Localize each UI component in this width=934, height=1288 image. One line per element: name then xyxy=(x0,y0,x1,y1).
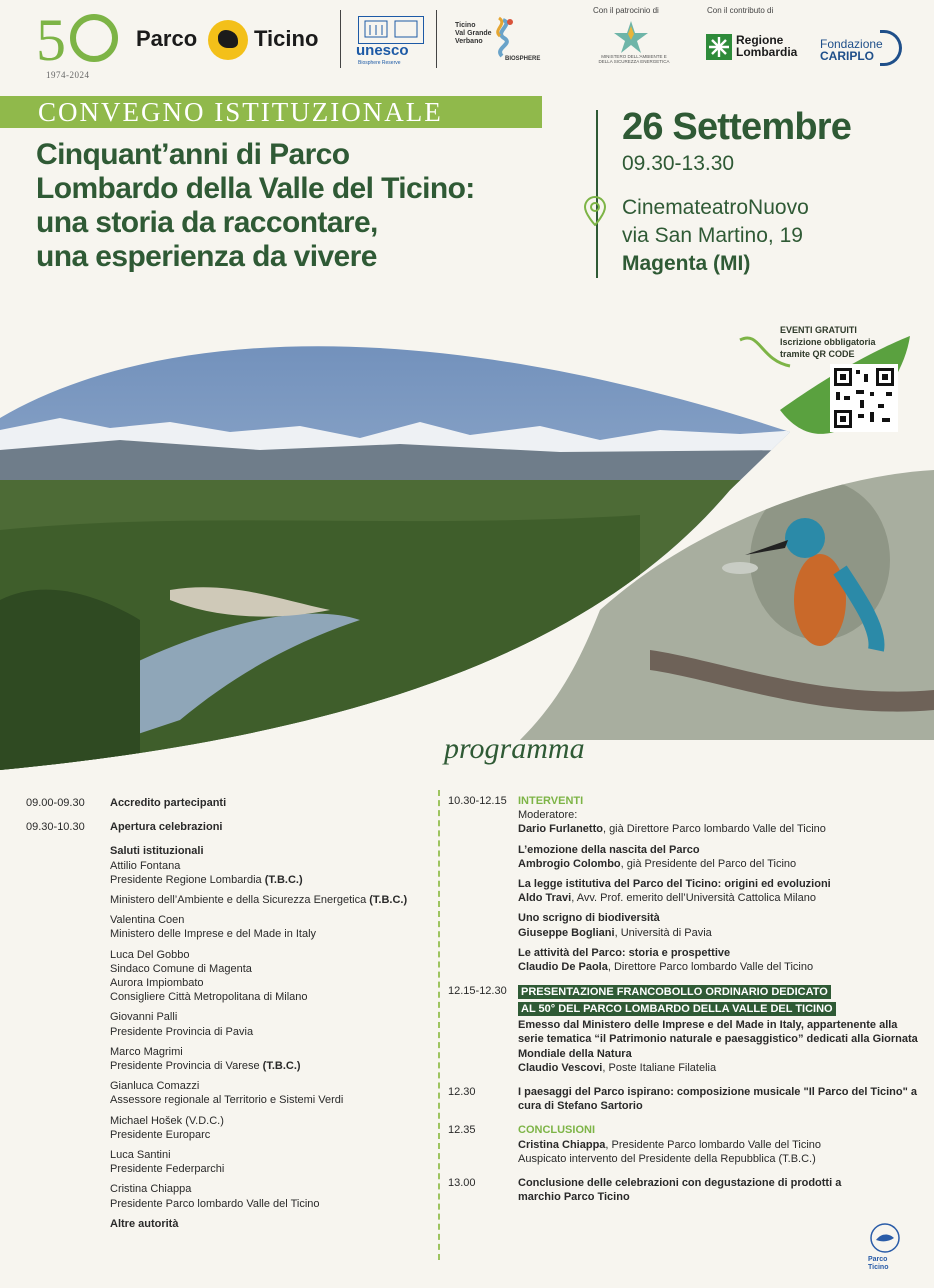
list-item: 09.00-09.30 Accredito partecipanti xyxy=(26,797,227,809)
fifty-years-logo: 5 1974-2024 xyxy=(36,8,126,78)
event-venue xyxy=(622,194,809,278)
venue-name: CinemateatroNuovo xyxy=(622,196,809,219)
location-pin-icon xyxy=(584,196,606,226)
divider xyxy=(436,10,437,68)
ticino-word: Ticino xyxy=(254,26,319,51)
years-badge: 1974-2024 xyxy=(46,70,90,80)
vertical-separator xyxy=(596,110,598,278)
list-item: 12.35 CONCLUSIONI xyxy=(448,1124,595,1137)
banner-text: CONVEGNO ISTITUZIONALE xyxy=(38,97,443,127)
saluti-list: Saluti istituzionali Attilio Fontana Presidente Regione Lombardia (T.B.C.) Ministero dell’Ambiente e della Sicurezza Energetica (T.B.C.) Valentina Coen Ministero delle Imprese e del Made in Italy Luca Del Gobbo Sindaco Comune di Magenta Aurora Impiombato Consigliere Città Metropolitana di Milano Giovanni Palli Presidente Provincia di Pavia Marco Magrimi Presidente Provincia di Varese (T.B.C.) Gianluca Comazzi Assessore regionale al Territorio e Sistemi Verdi Michael Hošek (V.D.C.) Presidente Europarc Luca Santini Presidente Federparchi Cristina Chiappa Presidente Parco lombardo Valle del Ticino Altre autorità xyxy=(110,845,408,1230)
programme-right: 10.30-12.15 INTERVENTI Moderatore: Dario Furlanetto, già Direttore Parco lombardo Valle del Ticino L’emozione della nascita del Parco Ambrogio Colombo, già Presidente del Parco del Ticino La legge istitutiva del Parco del Ticino: origini ed evoluzioni Aldo Travi, Avv. Prof. emerito dell’Università Cattolica Milano Uno scrigno di biodiversità Giuseppe Bogliani, Università di Pavia Le attività del Parco: storia e prospettive Claudio De Paola, Direttore Parco lombardo Valle del Ticino 12.15-12.30 PRESENTAZIONE FRANCOBOLLO ORDINARIO DEDICATO AL 50° DEL PARCO LOMBARDO DELLA VALLE DEL TICINO Emesso dal Ministero delle Imprese e del Made in Italy, appartenente alla serie tematica “il Patrimonio naturale e paesaggistico” dedicati alla Giornata Mondiale della Natura Claudio Vescovi, Poste Italiane Filatelia 12.30 I paesaggi del Parco ispirano: composizione musicale "Il Parco del Ticino" a cura di Stefano Sartorio 12.35 CONCLUSIONI Cristina Chiappa, Presidente Parco lombardo Valle del Ticino Auspicato intervento del Presidente della Repubblica (T.B.C.) 13.00 Conclusione delle celebrazioni con degustazione di prodotti a marchio Parco Ticino xyxy=(448,795,918,1204)
stamp-highlight: PRESENTAZIONE FRANCOBOLLO ORDINARIO DEDICATO xyxy=(518,985,831,999)
page-title: Cinquant’anni di Parco Lombardo della Valle del Ticino: una storia da raccontare, una esperienza da vivere xyxy=(36,138,475,273)
list-item: 12.15-12.30 PRESENTAZIONE FRANCOBOLLO ORDINARIO DEDICATO AL 50° DEL PARCO LOMBARDO DELLA VALLE DEL TICINO xyxy=(448,984,918,1018)
regione-lombardia-label: Regione Lombardia xyxy=(736,33,798,59)
parco-word: Parco xyxy=(136,26,198,51)
ministero-label: MINISTERO DELL'AMBIENTE E DELLA SICUREZZA ENERGETICA xyxy=(598,54,670,64)
venue-city: Magenta (MI) xyxy=(622,252,751,275)
free-events-notice: EVENTI GRATUITI Iscrizione obbligatoria tramite QR CODE xyxy=(780,325,876,359)
list-item: 12.30 I paesaggi del Parco ispirano: composizione musicale "Il Parco del Ticino" a cura di Stefano Sartorio xyxy=(448,1086,918,1113)
unesco-temple-icon xyxy=(358,16,424,44)
kingfisher-sun-icon xyxy=(208,20,248,60)
event-time: 09.30-13.30 xyxy=(622,152,735,175)
ministero-star-icon xyxy=(613,20,649,54)
badge-label: Parco Ticino xyxy=(868,1256,889,1271)
landscape-photo xyxy=(0,300,934,770)
venue-street: via San Martino, 19 xyxy=(622,224,803,247)
list-item: 09.30-10.30 Apertura celebrazioni xyxy=(26,821,223,834)
cariplo-label: CARIPLO xyxy=(820,49,874,63)
list-item: 13.00 Conclusione delle celebrazioni con degustazione di prodotti a marchio Parco Ticino xyxy=(448,1177,842,1204)
unesco-label: unesco xyxy=(356,42,409,59)
list-item: 10.30-12.15 INTERVENTI xyxy=(448,795,584,807)
event-date: 26 Settembre xyxy=(622,106,852,148)
fondazione-label: Fondazione xyxy=(820,37,883,51)
biosphere-label: BIOSPHERE xyxy=(505,56,541,62)
tvgv-text: Ticino Val Grande Verbano xyxy=(455,22,492,45)
product-badge-icon xyxy=(860,1222,910,1254)
contributo-label: Con il contributo di xyxy=(707,6,774,15)
regione-lombardia-icon xyxy=(706,34,732,60)
unesco-sub: Biosphere Reserve xyxy=(358,60,401,66)
programme-left xyxy=(26,796,436,1231)
qr-code[interactable] xyxy=(830,364,898,432)
biosphere-swirl-icon xyxy=(488,16,518,58)
programma-title: programma xyxy=(444,732,585,765)
patrocinio-label: Con il patrocinio di xyxy=(593,6,659,15)
cariplo-arc-icon xyxy=(880,30,902,66)
divider xyxy=(340,10,341,68)
column-divider xyxy=(438,790,442,1260)
